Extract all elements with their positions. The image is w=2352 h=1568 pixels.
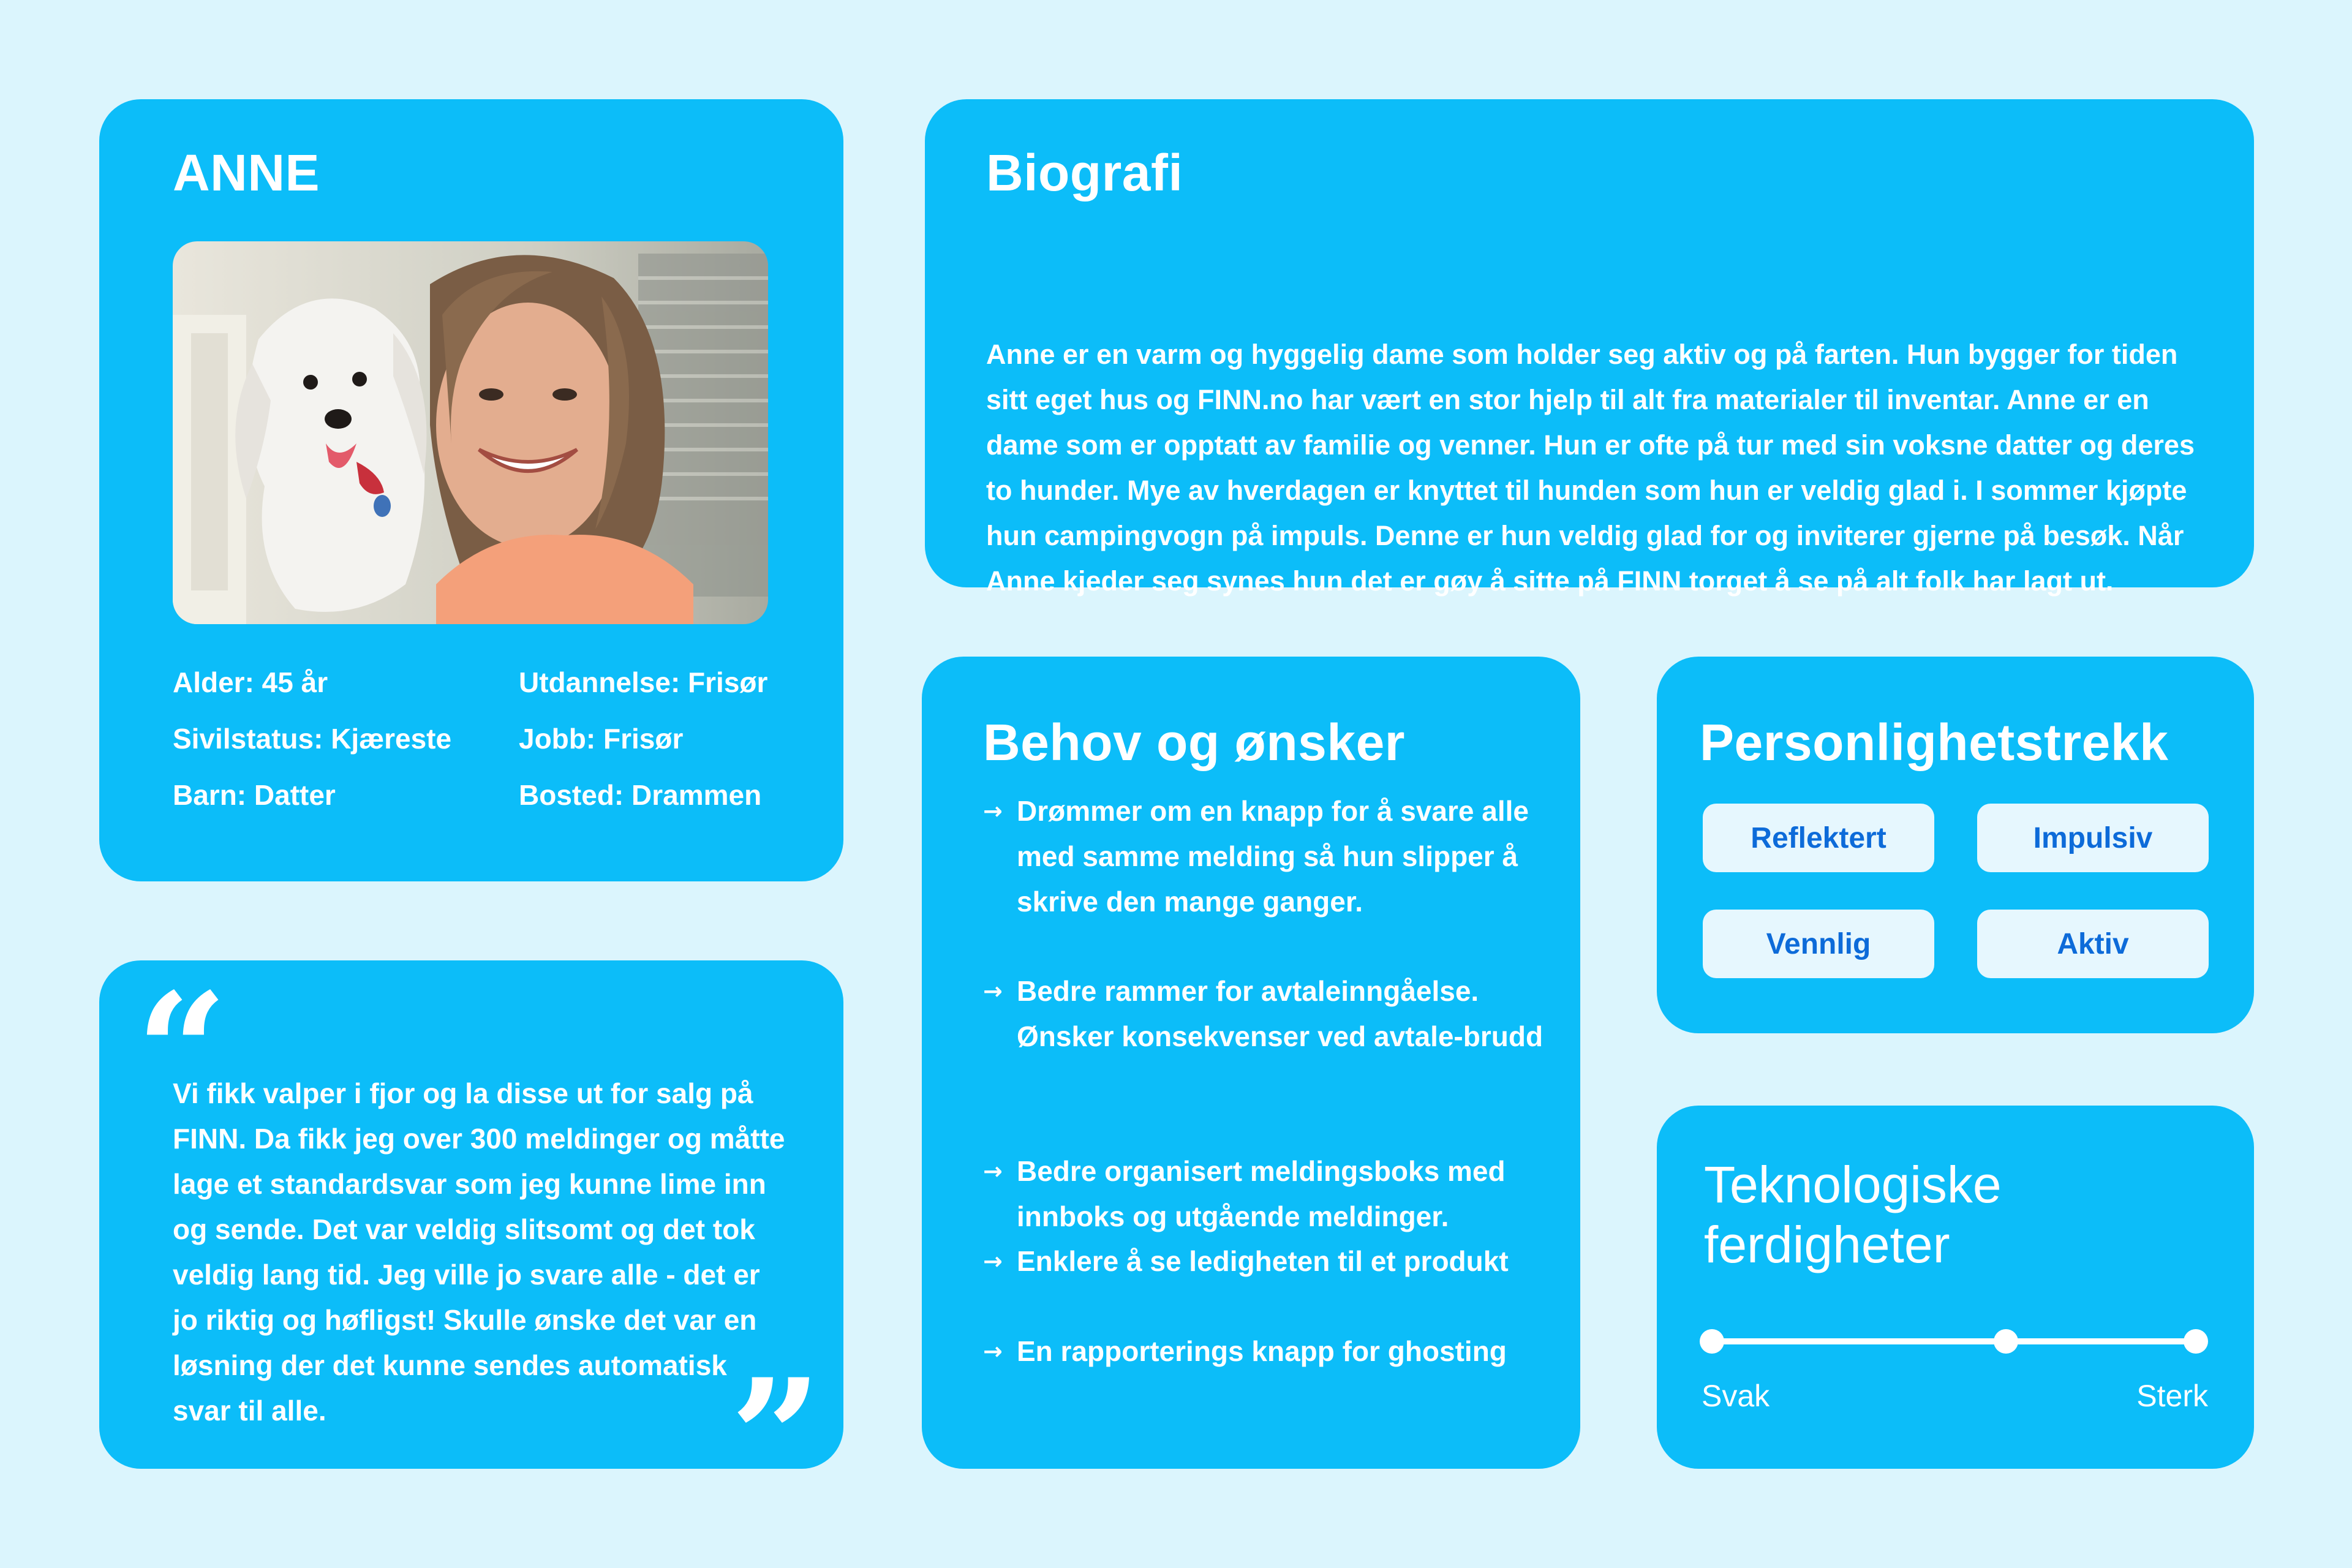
needs-title: Behov og ønsker [983,714,1405,771]
quote-card [99,959,843,1531]
arrow-right-icon: → [983,1158,1003,1185]
fact-residence: Bosted: Drammen [519,779,762,811]
persona-photo [173,241,768,624]
need-item [983,1329,1547,1374]
need-item [983,1148,1547,1239]
arrow-right-icon: → [983,1338,1003,1365]
trait-chip: Vennlig [1703,910,1934,978]
need-item [983,788,1547,924]
arrow-right-icon: → [983,1248,1003,1275]
photo-illustration [173,241,768,624]
tech-skills-card [1657,1106,2254,1469]
fact-education: Utdannelse: Frisør [519,666,768,698]
skill-high-label: Sterk [2136,1379,2208,1413]
persona-name: ANNE [173,144,320,202]
trait-chip: Reflektert [1703,804,1934,872]
trait-chip: Aktiv [1977,910,2209,978]
close-quote-icon: ” [730,1344,822,1531]
skill-scale-track [1709,1338,2193,1344]
skill-scale-point [1700,1329,1724,1354]
arrow-right-icon: → [983,797,1003,824]
need-text: Bedre rammer for avtaleinngåelse. Ønsker konsekvenser ved avtale-brudd [1017,975,1544,1052]
biography-card [925,99,2254,597]
arrow-right-icon: → [983,978,1003,1005]
personality-card [1657,657,2254,1033]
need-text: Bedre organisert meldingsboks med innboks og utgående meldinger. [1017,1155,1506,1232]
biography-title: Biografi [986,144,1183,202]
fact-age: Alder: 45 år [173,666,328,698]
profile-card [99,99,843,881]
fact-children: Barn: Datter [173,779,336,811]
trait-chip: Impulsiv [1977,804,2209,872]
need-item [983,968,1547,1059]
biography-text: Anne er en varm og hyggelig dame som holder seg aktiv og på farten. Hun bygger for tiden sitt eget hus og FINN.no har vært en stor hjelp til alt fra materialer til inventar. Anne er en dame som er opptatt av familie og venner. Hun er ofte på tur med sin voksne datter og deres to hunder. Mye av hverdagen er knyttet til hunden som hun er veldig glad i. I sommer kjøpte hun campingvogn på impuls. Denne er hun veldig glad for og inviterer gjerne på besøk. Når Anne kjeder seg synes hun det er gøy å sitte på FINN torget å se på alt folk har lagt ut. [986,339,2195,597]
skill-scale-point [2184,1329,2208,1354]
skill-low-label: Svak [1702,1379,1770,1413]
skill-scale-point-current [1994,1329,2018,1354]
need-text: Enklere å se ledigheten til et produkt [1017,1245,1509,1277]
tech-skills-title: Teknologiske ferdigheter [1704,1156,2002,1273]
personality-title: Personlighetstrekk [1700,714,2169,771]
need-text: Drømmer om en knapp for å svare alle med samme melding så hun slipper å skrive den mange ganger. [1017,795,1529,918]
fact-marital-status: Sivilstatus: Kjæreste [173,723,452,755]
open-quote-icon: “ [136,959,228,1145]
need-text: En rapporterings knapp for ghosting [1017,1335,1507,1367]
need-item [983,1238,1547,1284]
needs-card [922,657,1580,1469]
fact-job: Jobb: Frisør [519,723,684,755]
quote-text: Vi fikk valper i fjor og la disse ut for salg på FINN. Da fikk jeg over 300 meldinger og måtte lage et standardsvar som jeg kunne lime inn og sende. Det var veldig slitsomt og det tok veldig lang tid. Jeg ville jo svare alle - det er jo riktig og høfligst! Skulle ønske det var en løsning der det kunne sendes automatisk svar til alle. [173,1077,785,1427]
